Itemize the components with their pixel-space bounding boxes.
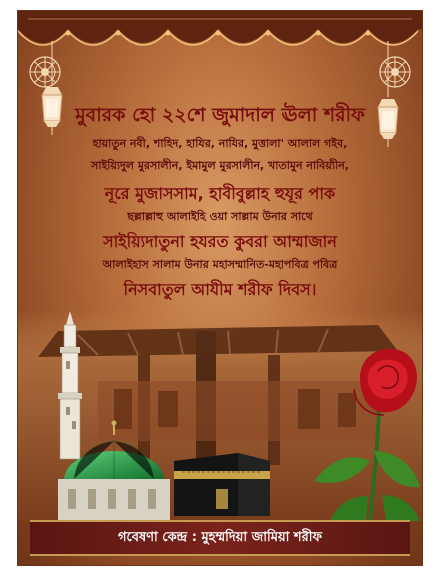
text-line-7: নিসবাতুল আযীম শরীফ দিবস। [123,280,317,299]
mosque-scene-image [18,311,422,521]
poster-title: মুবারক হো ২২শে জুমাদাল ঊলা শরীফ [75,104,365,126]
text-line-3: নূরে মুজাসসাম, হাবীবুল্লাহ হুযূর পাক [104,184,336,203]
footer-text: গবেষণা কেন্দ্র : মুহম্মদিয়া জামিয়া শরীফ [118,530,322,545]
text-line-4: ছল্লাল্লাহু আলাইহি ওয়া সাল্লাম উনার সাথে [127,210,313,223]
text-line-1: হায়াতুন নবী, শাহিদ, হাযির, নাযির, মুত্তালা' আলাল গইব, [92,137,348,150]
text-line-5: সাইয়্যিদাতুনা হযরত কুবরা আম্মাজান [103,232,337,251]
kaaba-icon [174,453,270,516]
poster [17,10,423,566]
footer-banner [30,520,410,556]
text-line-2: সাইয়্যিদুল মুরসালীন, ইমামুল মুরসালীন, খাতামুন নাবিয়্যীন, [91,159,349,172]
text-line-6: আলাইহাস সালাম উনার মহাসম্মানিত-মহাপবিত্র পবিত্র [102,258,338,271]
arch-ornament [18,11,422,81]
